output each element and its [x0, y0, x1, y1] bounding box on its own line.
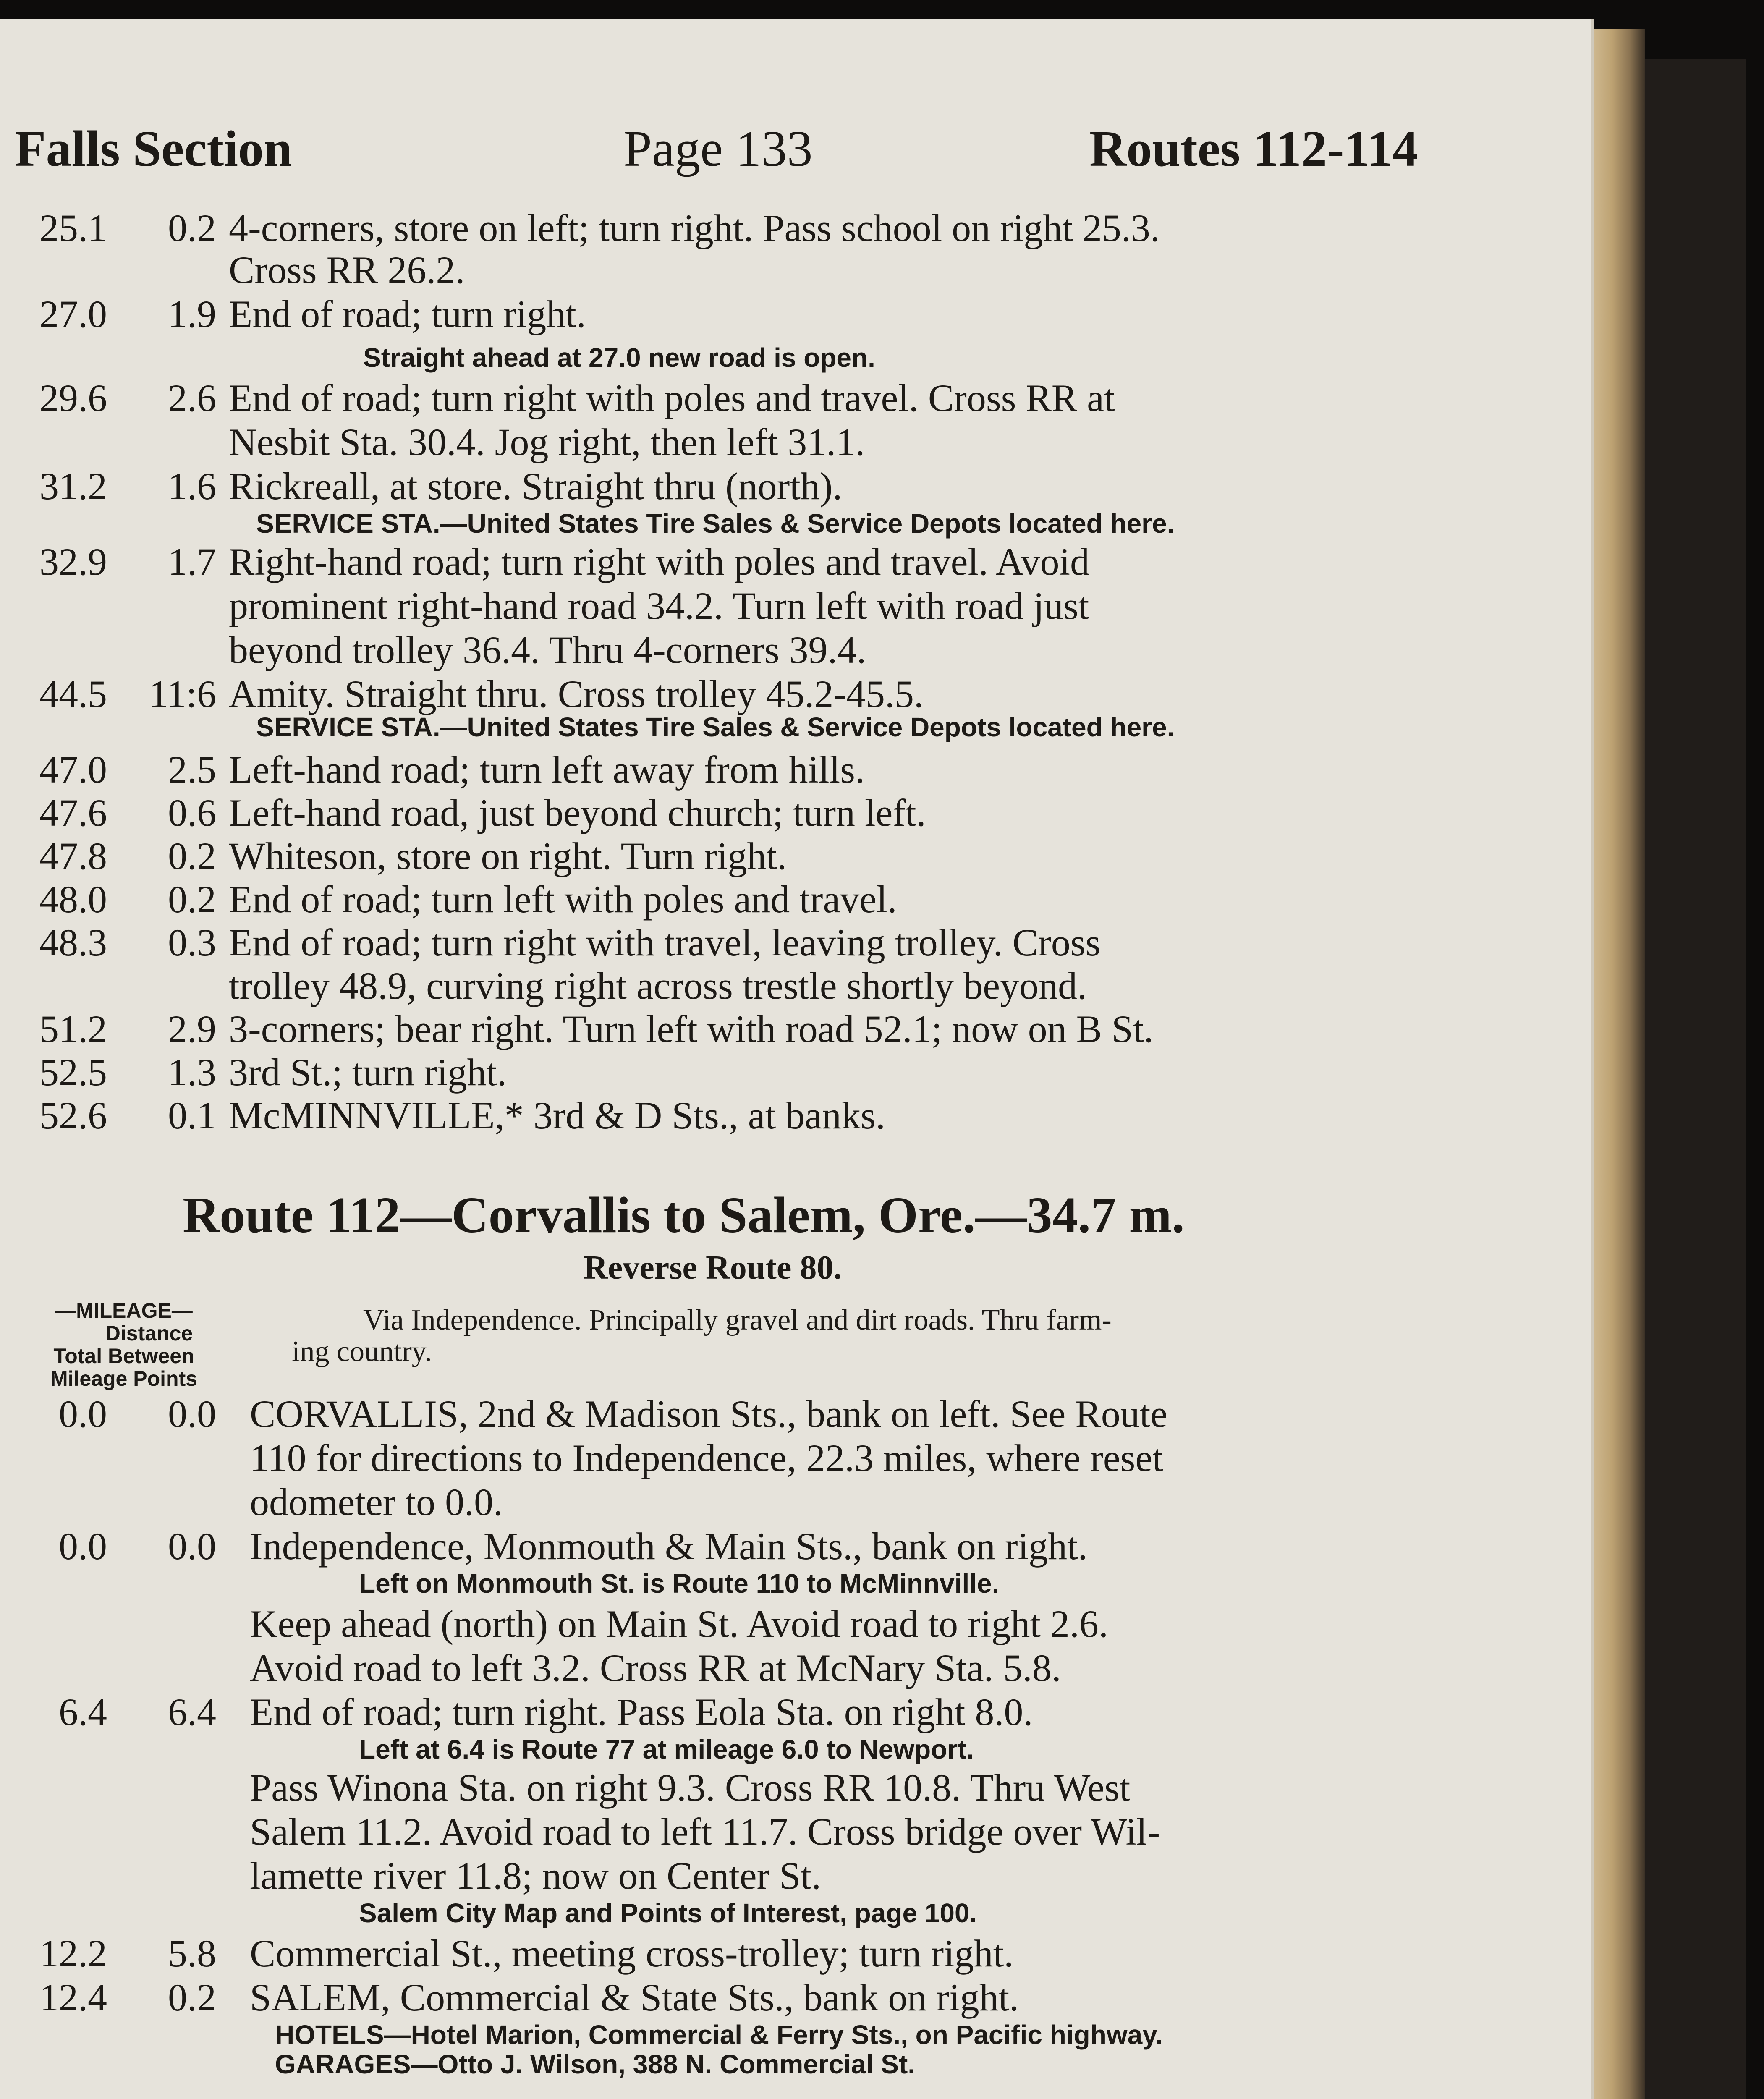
page-header — [15, 120, 1484, 178]
mileage-total: 32.9 — [39, 540, 107, 583]
mileage-between: 1.7 — [168, 540, 216, 583]
direction-text: Keep ahead (north) on Main St. Avoid road to right 2.6. — [250, 1602, 1108, 1645]
direction-text: prominent right-hand road 34.2. Turn left with road just — [229, 584, 1089, 627]
direction-text: lamette river 11.8; now on Center St. — [250, 1854, 821, 1897]
mileage-total: 6.4 — [59, 1691, 107, 1733]
book-cover — [1645, 59, 1746, 2099]
direction-text: 3rd St.; turn right. — [229, 1051, 507, 1094]
mileage-total: 0.0 — [59, 1525, 107, 1568]
mileage-total: 47.8 — [39, 835, 107, 877]
direction-text: Whiteson, store on right. Turn right. — [229, 835, 787, 877]
direction-text: CORVALLIS, 2nd & Madison Sts., bank on left. See Route — [250, 1392, 1168, 1435]
direction-text: Left-hand road; turn left away from hills. — [229, 748, 865, 791]
mileage-total: 47.6 — [39, 791, 107, 834]
mileage-total: 25.1 — [39, 207, 107, 249]
direction-text: SALEM, Commercial & State Sts., bank on right. — [250, 1976, 1019, 2019]
direction-text: Amity. Straight thru. Cross trolley 45.2-45.5. — [229, 673, 924, 715]
mileage-total: 27.0 — [39, 293, 107, 335]
mileage-between: 0.0 — [168, 1525, 216, 1568]
route-note: Left at 6.4 is Route 77 at mileage 6.0 to Newport. — [359, 1734, 974, 1764]
city-map-note: Salem City Map and Points of Interest, page 100. — [359, 1898, 977, 1928]
book-page — [0, 19, 1594, 2099]
route-via: Via Independence. Principally gravel and dirt roads. Thru farm- — [363, 1304, 1112, 1336]
route-note: Straight ahead at 27.0 new road is open. — [363, 343, 875, 373]
mileage-between: 5.8 — [168, 1932, 216, 1975]
direction-text: beyond trolley 36.4. Thru 4-corners 39.4. — [229, 628, 866, 671]
mileage-between: 2.9 — [168, 1008, 216, 1050]
mileage-total: 47.0 — [39, 748, 107, 791]
header-section: Falls Section — [15, 120, 292, 177]
direction-text: 3-corners; bear right. Turn left with road 52.1; now on B St. — [229, 1008, 1154, 1050]
direction-text: Salem 11.2. Avoid road to left 11.7. Cross bridge over Wil- — [250, 1810, 1160, 1853]
mileage-between: 1.6 — [168, 465, 216, 508]
direction-text: Commercial St., meeting cross-trolley; turn right. — [250, 1932, 1014, 1975]
direction-text: trolley 48.9, curving right across trestle shortly beyond. — [229, 964, 1087, 1007]
mileage-between: 6.4 — [168, 1691, 216, 1733]
direction-text: odometer to 0.0. — [250, 1481, 503, 1523]
route-note: Left on Monmouth St. is Route 110 to McMinnville. — [359, 1568, 1000, 1599]
direction-text: Left-hand road, just beyond church; turn left. — [229, 791, 926, 834]
mileage-column-label: —MILEAGE— Distance Total Between Mileage Points — [50, 1299, 198, 1390]
direction-text: End of road; turn right. Pass Eola Sta. on right 8.0. — [250, 1691, 1033, 1733]
mileage-total: 52.5 — [39, 1051, 107, 1094]
direction-text: McMINNVILLE,* 3rd & D Sts., at banks. — [229, 1094, 885, 1137]
service-station-note: SERVICE STA.—United States Tire Sales & Service Depots located here. — [256, 712, 1175, 742]
mileage-total: 48.3 — [39, 921, 107, 964]
reverse-route: Reverse Route 80. — [584, 1249, 842, 1286]
direction-text: End of road; turn right with travel, leaving trolley. Cross — [229, 921, 1101, 964]
direction-text: End of road; turn left with poles and travel. — [229, 878, 897, 921]
mileage-total: 12.2 — [39, 1932, 107, 1975]
mileage-between: 2.5 — [168, 748, 216, 791]
direction-text: 110 for directions to Independence, 22.3 miles, where reset — [250, 1437, 1163, 1479]
direction-text: Right-hand road; turn right with poles and travel. Avoid — [229, 540, 1090, 583]
mileage-between: 11:6 — [149, 673, 216, 715]
page-edge — [1594, 29, 1645, 2099]
mileage-between: 2.6 — [168, 377, 216, 419]
mileage-between: 0.2 — [168, 207, 216, 249]
direction-text: Nesbit Sta. 30.4. Jog right, then left 31.1. — [229, 421, 865, 463]
route-via: ing country. — [292, 1335, 432, 1368]
mileage-total: 31.2 — [39, 465, 107, 508]
mileage-between: 0.0 — [168, 1392, 216, 1435]
mileage-total: 29.6 — [39, 377, 107, 419]
mileage-total: 52.6 — [39, 1094, 107, 1137]
header-page-number: Page 133 — [623, 120, 813, 177]
mileage-between: 0.2 — [168, 835, 216, 877]
mileage-between: 0.2 — [168, 878, 216, 921]
mileage-between: 1.3 — [168, 1051, 216, 1094]
mileage-total: 51.2 — [39, 1008, 107, 1050]
direction-text: Independence, Monmouth & Main Sts., bank on right. — [250, 1525, 1088, 1568]
header-routes: Routes 112-114 — [1089, 120, 1418, 177]
direction-text: Cross RR 26.2. — [229, 249, 465, 291]
direction-text: End of road; turn right with poles and travel. Cross RR at — [229, 377, 1115, 419]
mileage-total: 0.0 — [59, 1392, 107, 1435]
direction-text: Rickreall, at store. Straight thru (north). — [229, 465, 843, 508]
mileage-between: 0.2 — [168, 1976, 216, 2019]
direction-text: End of road; turn right. — [229, 293, 586, 335]
route-title: Route 112—Corvallis to Salem, Ore.—34.7 m. — [183, 1187, 1185, 1243]
mileage-between: 0.1 — [168, 1094, 216, 1137]
mileage-total: 44.5 — [39, 673, 107, 715]
direction-text: Avoid road to left 3.2. Cross RR at McNary Sta. 5.8. — [250, 1646, 1061, 1689]
service-station-note: SERVICE STA.—United States Tire Sales & Service Depots located here. — [256, 508, 1175, 539]
direction-text: Pass Winona Sta. on right 9.3. Cross RR 10.8. Thru West — [250, 1766, 1131, 1809]
mileage-total: 12.4 — [39, 1976, 107, 2019]
hotels-note: HOTELS—Hotel Marion, Commercial & Ferry Sts., on Pacific highway. — [275, 2020, 1163, 2050]
direction-text: 4-corners, store on left; turn right. Pass school on right 25.3. — [229, 207, 1160, 249]
mileage-between: 1.9 — [168, 293, 216, 335]
mileage-total: 48.0 — [39, 878, 107, 921]
mileage-between: 0.3 — [168, 921, 216, 964]
garages-note: GARAGES—Otto J. Wilson, 388 N. Commercial St. — [275, 2049, 916, 2079]
mileage-between: 0.6 — [168, 791, 216, 834]
